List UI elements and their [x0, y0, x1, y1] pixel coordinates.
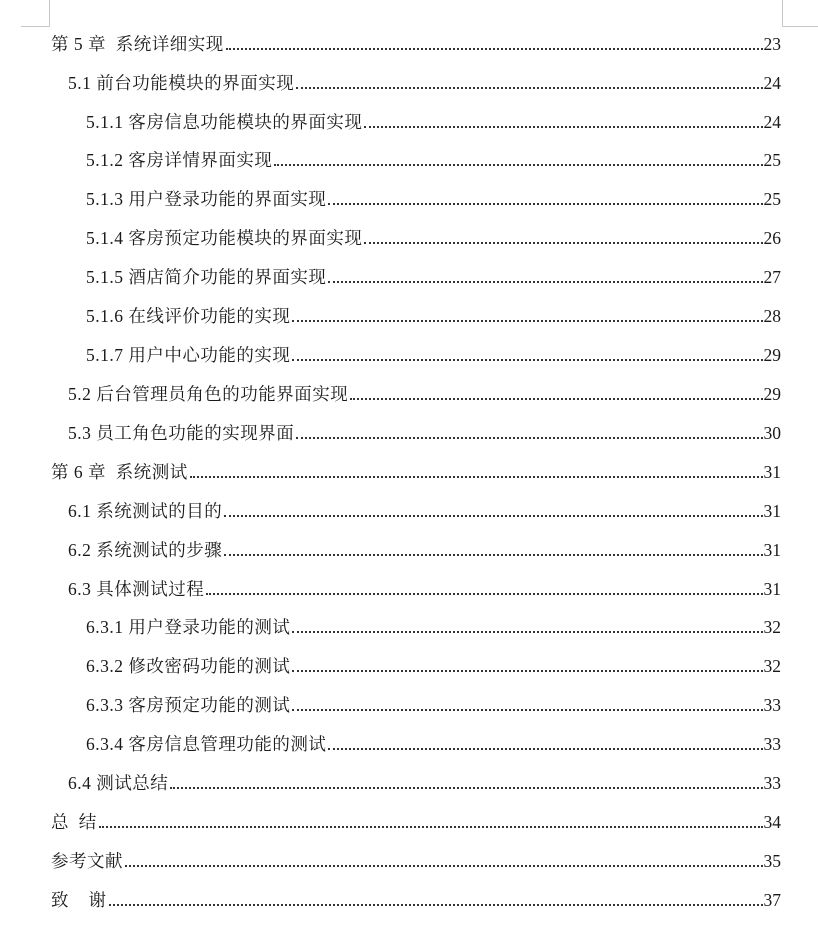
crop-mark-top-right [782, 0, 818, 27]
toc-entry-page: 32 [763, 656, 781, 676]
toc-entry-page: 31 [763, 579, 781, 599]
toc-entry-title: 5.1 前台功能模块的界面实现 [68, 73, 295, 93]
toc-entry[interactable] [86, 182, 781, 210]
toc-entry-title: 5.1.3 用户登录功能的界面实现 [86, 189, 327, 209]
dot-leader [296, 437, 762, 439]
toc-entry-title: 5.1.4 客房预定功能模块的界面实现 [86, 228, 363, 248]
toc-entry-title: 5.3 员工角色功能的实现界面 [68, 423, 295, 443]
dot-leader [99, 826, 763, 828]
crop-mark-top-left [21, 0, 50, 27]
dot-leader [350, 398, 762, 400]
toc-entry-title: 致 谢 [51, 890, 107, 910]
dot-leader [364, 126, 762, 128]
toc-entry-title: 第 6 章 系统测试 [51, 462, 188, 482]
toc-entry-page: 28 [763, 306, 781, 326]
toc-entry-title: 6.2 系统测试的步骤 [68, 540, 223, 560]
dot-leader [292, 670, 762, 672]
toc-entry-page: 33 [763, 773, 781, 793]
toc-entry-title: 6.3.3 客房预定功能的测试 [86, 695, 291, 715]
toc-entry-page: 29 [763, 384, 781, 404]
dot-leader [224, 554, 762, 556]
toc-entry[interactable] [86, 143, 781, 171]
toc-entry[interactable] [51, 27, 781, 55]
toc-entry-page: 25 [763, 189, 781, 209]
dot-leader [328, 281, 762, 283]
toc-entry[interactable] [86, 688, 781, 716]
toc-entry[interactable] [68, 766, 781, 794]
toc-entry[interactable] [51, 883, 781, 911]
dot-leader [292, 631, 762, 633]
toc-entry-title: 5.1.6 在线评价功能的实现 [86, 306, 291, 326]
toc-entry-title: 5.1.2 客房详情界面实现 [86, 150, 273, 170]
dot-leader [224, 515, 762, 517]
toc-entry-page: 37 [763, 890, 781, 910]
toc-entry-page: 30 [763, 423, 781, 443]
toc-entry-page: 33 [763, 734, 781, 754]
dot-leader [206, 593, 762, 595]
toc-entry[interactable] [86, 649, 781, 677]
toc-entry[interactable] [86, 299, 781, 327]
toc-entry-title: 6.1 系统测试的目的 [68, 501, 223, 521]
toc-entry-title: 6.4 测试总结 [68, 773, 169, 793]
toc-entry-title: 5.1.1 客房信息功能模块的界面实现 [86, 112, 363, 132]
toc-entry-title: 6.3 具体测试过程 [68, 579, 205, 599]
dot-leader [328, 748, 762, 750]
toc-entry-title: 5.1.7 用户中心功能的实现 [86, 345, 291, 365]
toc-entry-title: 参考文献 [51, 851, 123, 871]
dot-leader [292, 359, 762, 361]
toc-entry[interactable] [86, 610, 781, 638]
toc-entry[interactable] [86, 105, 781, 133]
dot-leader [170, 787, 762, 789]
toc-entry-title: 6.3.4 客房信息管理功能的测试 [86, 734, 327, 754]
toc-entry-page: 35 [763, 851, 781, 871]
toc-entry-page: 27 [763, 267, 781, 287]
toc-entry-page: 31 [763, 462, 781, 482]
dot-leader [364, 242, 762, 244]
toc-entry-title: 第 5 章 系统详细实现 [51, 34, 224, 54]
toc-entry-page: 25 [763, 150, 781, 170]
toc-entry-title: 总 结 [51, 812, 97, 832]
toc-entry-title: 6.3.1 用户登录功能的测试 [86, 617, 291, 637]
toc-entry-page: 24 [763, 73, 781, 93]
toc-entry-page: 26 [763, 228, 781, 248]
dot-leader [296, 87, 762, 89]
toc-entry-page: 34 [763, 812, 781, 832]
toc-entry-title: 6.3.2 修改密码功能的测试 [86, 656, 291, 676]
toc-entry[interactable] [68, 416, 781, 444]
toc-entry[interactable] [68, 377, 781, 405]
toc-entry-title: 5.2 后台管理员角色的功能界面实现 [68, 384, 349, 404]
toc-entry[interactable] [86, 260, 781, 288]
toc-entry-title: 5.1.5 酒店简介功能的界面实现 [86, 267, 327, 287]
dot-leader [292, 709, 762, 711]
toc-entry[interactable] [68, 572, 781, 600]
toc-entry[interactable] [86, 338, 781, 366]
toc-entry-page: 33 [763, 695, 781, 715]
dot-leader [125, 865, 763, 867]
dot-leader [190, 476, 763, 478]
toc-entry-page: 31 [763, 501, 781, 521]
toc-entry[interactable] [68, 66, 781, 94]
dot-leader [274, 164, 762, 166]
dot-leader [328, 203, 762, 205]
toc-entry[interactable] [86, 221, 781, 249]
toc-entry[interactable] [86, 727, 781, 755]
dot-leader [292, 320, 762, 322]
toc-entry[interactable] [68, 533, 781, 561]
toc-entry[interactable] [68, 494, 781, 522]
toc-entry[interactable] [51, 455, 781, 483]
toc-entry-page: 23 [763, 34, 781, 54]
toc-entry[interactable] [51, 805, 781, 833]
toc-entry-page: 24 [763, 112, 781, 132]
toc-entry-page: 29 [763, 345, 781, 365]
toc-entry-page: 32 [763, 617, 781, 637]
dot-leader [109, 904, 763, 906]
dot-leader [226, 48, 763, 50]
toc-entry[interactable] [51, 844, 781, 872]
toc-entry-page: 31 [763, 540, 781, 560]
